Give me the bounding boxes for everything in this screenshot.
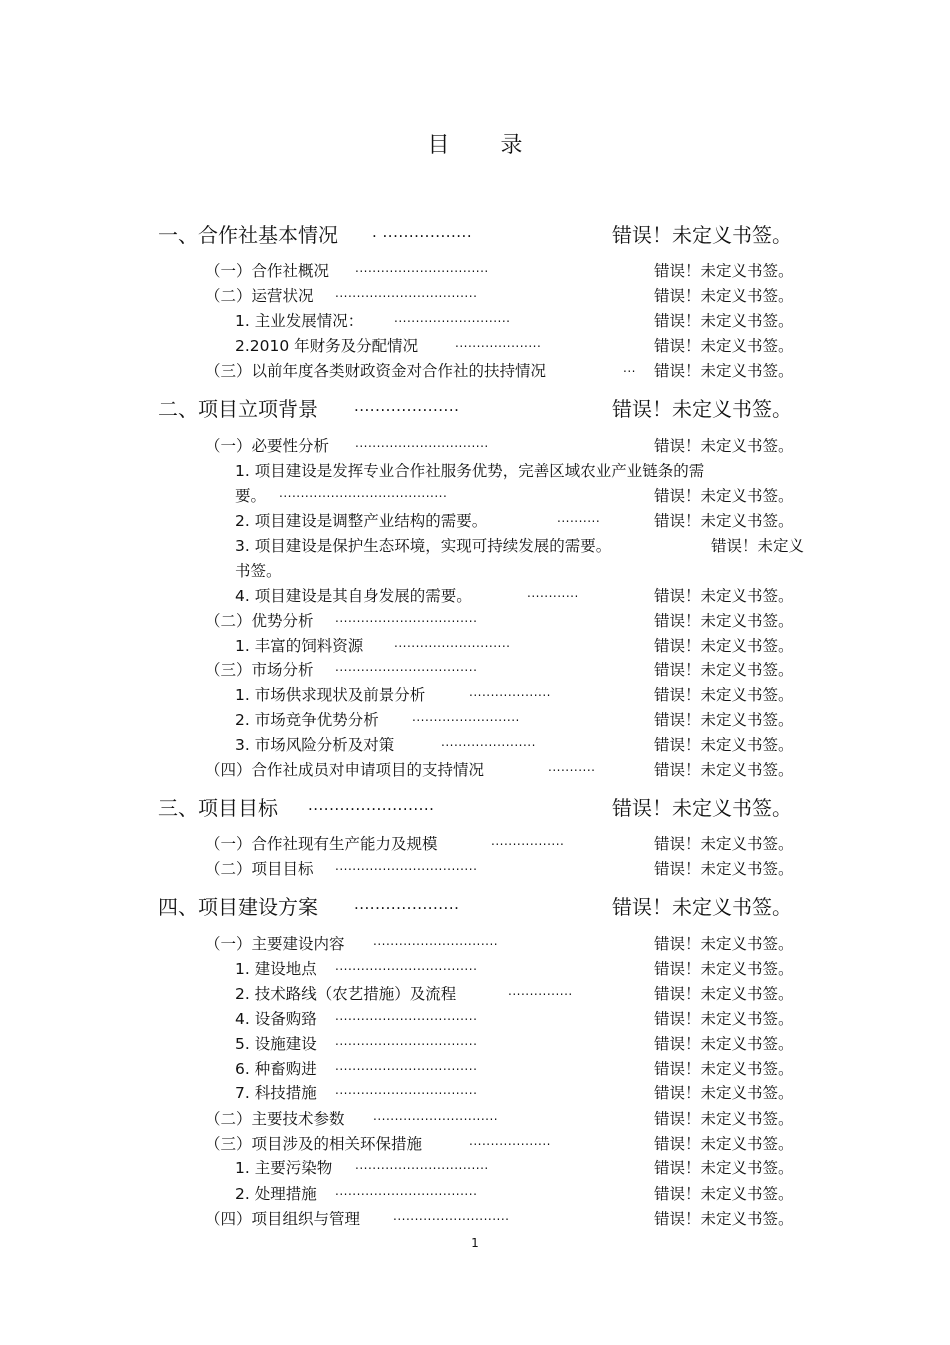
bookmark-error: 错误！未定义书签。 — [654, 487, 794, 505]
bookmark-error: 错误！未定义书签。 — [654, 437, 794, 455]
toc-entry-1-2[interactable] — [205, 284, 478, 306]
toc-entry-1-3[interactable] — [205, 359, 636, 381]
bookmark-error: 错误！未定义书签。 — [654, 1135, 794, 1153]
toc-leader-dots: ................................. — [335, 1009, 478, 1023]
toc-entry-4-1-2[interactable] — [235, 982, 573, 1004]
toc-entry-4-1-4[interactable] — [235, 1007, 478, 1029]
toc-entry-1-2-1[interactable] — [235, 309, 511, 331]
toc-leader-dots: ...................... — [441, 735, 536, 749]
toc-entry-2-2-1[interactable] — [235, 634, 511, 656]
toc-leader-dots: ................................. — [335, 611, 478, 625]
bookmark-error: 错误！未定义书签。 — [612, 397, 792, 421]
toc-title: 目 录 — [427, 133, 545, 158]
toc-entry-1-1[interactable] — [205, 259, 489, 281]
toc-entry-4-1-5[interactable] — [235, 1032, 478, 1054]
bookmark-error: 错误！未定义书签。 — [654, 661, 794, 679]
bookmark-error: 错误！未定义书签。 — [654, 711, 794, 729]
bookmark-error: 错误！未定义书签。 — [654, 362, 794, 380]
toc-entry-2-1-1-line1[interactable]: 1. 项目建设是发挥专业合作社服务优势，完善区域农业产业链条的需 — [235, 462, 705, 480]
toc-leader-dots: ................................. — [335, 859, 478, 873]
toc-leader-dots: .......... — [557, 511, 601, 525]
toc-entry-2-1-3-line1[interactable]: 3. 项目建设是保护生态环境，实现可持续发展的需要。 — [235, 537, 612, 555]
toc-entry-4-3-1[interactable] — [235, 1156, 489, 1178]
bookmark-error: 错误！未定义书签。 — [654, 985, 794, 1003]
toc-entry-section-1[interactable] — [158, 219, 473, 248]
toc-leader-dots: .................... — [354, 397, 460, 415]
toc-leader-dots: ................... — [469, 685, 551, 699]
toc-entry-3-1[interactable] — [205, 832, 565, 854]
bookmark-error: 错误！未定义书签。 — [654, 312, 794, 330]
toc-entry-4-1[interactable] — [205, 932, 499, 954]
bookmark-error: 错误！未定义书签。 — [654, 337, 794, 355]
toc-entry-2-3-2[interactable] — [235, 708, 520, 730]
toc-entry-label: （一）必要性分析 — [205, 437, 330, 455]
toc-entry-label: 三、项目目标 — [158, 796, 278, 820]
toc-entry-label: 1. 主要污染物 — [235, 1159, 333, 1177]
bookmark-error: 错误！未定义书签。 — [654, 262, 794, 280]
toc-entry-label: （二）运营状况 — [205, 287, 314, 305]
bookmark-error: 错误！未定义书签。 — [654, 935, 794, 953]
toc-entry-label: 2. 市场竞争优势分析 — [235, 711, 379, 729]
bookmark-error: 错误！未定义书签。 — [612, 223, 792, 247]
toc-entry-label: 3. 市场风险分析及对策 — [235, 736, 395, 754]
toc-leader-dots: ................................. — [335, 1184, 478, 1198]
toc-entry-4-4[interactable] — [205, 1207, 510, 1229]
toc-leader-dots: . ................. — [372, 223, 473, 241]
bookmark-error: 错误！未定义书签。 — [654, 1035, 794, 1053]
toc-entry-label: （四）项目组织与管理 — [205, 1210, 361, 1228]
bookmark-error: 错误！未定义书签。 — [654, 1084, 794, 1102]
toc-entry-4-3[interactable] — [205, 1132, 551, 1154]
toc-leader-dots: ......................... — [412, 710, 520, 724]
bookmark-error: 错误！未定义书签。 — [654, 1210, 794, 1228]
toc-leader-dots: ................................. — [335, 1034, 478, 1048]
toc-leader-dots: ........................... — [394, 636, 511, 650]
toc-leader-dots: ........................... — [394, 311, 511, 325]
toc-entry-label: （一）合作社现有生产能力及规模 — [205, 835, 438, 853]
toc-entry-label: （三）项目涉及的相关环保措施 — [205, 1135, 423, 1153]
toc-entry-label: 四、项目建设方案 — [158, 895, 318, 919]
toc-entry-2-1-2[interactable] — [235, 509, 601, 531]
toc-leader-dots: ............................. — [373, 1109, 499, 1123]
toc-leader-dots: ................................. — [335, 660, 478, 674]
toc-entry-4-3-2[interactable] — [235, 1182, 478, 1204]
bookmark-error: 错误！未定义书签。 — [654, 1010, 794, 1028]
toc-entry-label: （三）市场分析 — [205, 661, 314, 679]
bookmark-error: 错误！未定义书签。 — [654, 612, 794, 630]
toc-entry-label: （二）优势分析 — [205, 612, 314, 630]
toc-entry-2-1-4[interactable] — [235, 584, 579, 606]
toc-leader-dots: ........... — [548, 760, 596, 774]
toc-entry-1-2-2[interactable] — [235, 334, 542, 356]
toc-entry-label: 1. 市场供求现状及前景分析 — [235, 686, 426, 704]
toc-entry-section-2[interactable] — [158, 393, 460, 422]
toc-entry-2-3[interactable] — [205, 658, 478, 680]
toc-entry-label: 2. 项目建设是调整产业结构的需要。 — [235, 512, 488, 530]
toc-entry-2-2[interactable] — [205, 609, 478, 631]
toc-leader-dots: ................... — [469, 1134, 551, 1148]
bookmark-error: 错误！未定义书签。 — [654, 512, 794, 530]
toc-entry-label: 4. 设备购臵 — [235, 1010, 317, 1028]
toc-entry-label: 1. 丰富的饲料资源 — [235, 637, 364, 655]
toc-entry-label: 2. 技术路线（农艺措施）及流程 — [235, 985, 457, 1003]
toc-entry-label: 1. 建设地点 — [235, 960, 317, 978]
toc-entry-4-2[interactable] — [205, 1107, 499, 1129]
toc-entry-2-3-3[interactable] — [235, 733, 536, 755]
toc-entry-label: （一）主要建设内容 — [205, 935, 345, 953]
toc-entry-label: 一、合作社基本情况 — [158, 223, 338, 247]
toc-entry-2-3-1[interactable] — [235, 683, 551, 705]
toc-entry-label: 2. 处理措施 — [235, 1185, 317, 1203]
toc-entry-3-2[interactable] — [205, 857, 478, 879]
toc-entry-label: 二、项目立项背景 — [158, 397, 318, 421]
toc-leader-dots: ........................... — [393, 1209, 510, 1223]
toc-entry-label: （二）主要技术参数 — [205, 1110, 345, 1128]
bookmark-error: 错误！未定义书签。 — [654, 835, 794, 853]
toc-leader-dots: ............ — [527, 586, 579, 600]
toc-leader-dots: .................... — [354, 895, 460, 913]
toc-entry-4-1-6[interactable] — [235, 1057, 478, 1079]
toc-leader-dots: ................. — [491, 834, 565, 848]
toc-entry-label: （一）合作社概况 — [205, 262, 330, 280]
bookmark-error: 错误！未定义书签。 — [654, 587, 794, 605]
page-number: 1 — [471, 1236, 479, 1250]
toc-entry-2-4[interactable] — [205, 758, 596, 780]
toc-entry-2-1-1-line2[interactable] — [235, 484, 448, 506]
toc-leader-dots: .................... — [455, 336, 542, 350]
toc-entry-label: 7. 科技措施 — [235, 1084, 317, 1102]
toc-entry-4-1-7[interactable] — [235, 1081, 478, 1103]
toc-entry-label: 要。 — [235, 487, 267, 505]
toc-leader-dots: ............... — [508, 984, 573, 998]
bookmark-error: 错误！未定义书签。 — [612, 796, 792, 820]
toc-entry-label: （四）合作社成员对申请项目的支持情况 — [205, 761, 485, 779]
bookmark-error: 错误！未定义书签。 — [654, 287, 794, 305]
bookmark-error: 错误！未定义书签。 — [654, 1060, 794, 1078]
toc-entry-label: 1. 主业发展情况： — [235, 312, 364, 330]
toc-entry-2-1-3-line2: 书签。 — [235, 562, 282, 580]
toc-leader-dots: ................................. — [335, 1083, 478, 1097]
toc-entry-label: （三）以前年度各类财政资金对合作社的扶持情况 — [205, 362, 547, 380]
toc-entry-label: 5. 设施建设 — [235, 1035, 317, 1053]
toc-leader-dots: ............................... — [355, 261, 489, 275]
bookmark-error: 错误！未定义书签。 — [654, 686, 794, 704]
toc-leader-dots: ............................. — [373, 934, 499, 948]
bookmark-error: 错误！未定义书签。 — [654, 761, 794, 779]
toc-entry-label: （二）项目目标 — [205, 860, 314, 878]
toc-leader-dots: ................................. — [335, 1059, 478, 1073]
bookmark-error: 错误！未定义书签。 — [654, 960, 794, 978]
toc-leader-dots: ................................. — [335, 959, 478, 973]
bookmark-error: 错误！未定义 — [711, 537, 805, 555]
bookmark-error: 错误！未定义书签。 — [654, 637, 794, 655]
bookmark-error: 错误！未定义书签。 — [654, 1185, 794, 1203]
toc-entry-2-1[interactable] — [205, 434, 489, 456]
toc-entry-label: 2.2010 年财务及分配情况 — [235, 337, 419, 355]
toc-entry-label: 4. 项目建设是其自身发展的需要。 — [235, 587, 472, 605]
toc-entry-label: 6. 种畜购进 — [235, 1060, 317, 1078]
bookmark-error: 错误！未定义书签。 — [654, 1159, 794, 1177]
toc-leader-dots: ............................... — [355, 1158, 489, 1172]
toc-leader-dots: ....................................... — [279, 486, 448, 500]
bookmark-error: 错误！未定义书签。 — [654, 860, 794, 878]
toc-entry-4-1-1[interactable] — [235, 957, 478, 979]
toc-leader-dots: ........................ — [308, 796, 435, 814]
bookmark-error: 错误！未定义书签。 — [654, 1110, 794, 1128]
toc-entry-section-3[interactable] — [158, 792, 435, 821]
toc-leader-dots: ................................. — [335, 286, 478, 300]
toc-entry-section-4[interactable] — [158, 891, 460, 920]
toc-leader-dots: ............................... — [355, 436, 489, 450]
bookmark-error: 错误！未定义书签。 — [612, 895, 792, 919]
bookmark-error: 错误！未定义书签。 — [654, 736, 794, 754]
toc-leader-dots: ... — [623, 361, 636, 375]
